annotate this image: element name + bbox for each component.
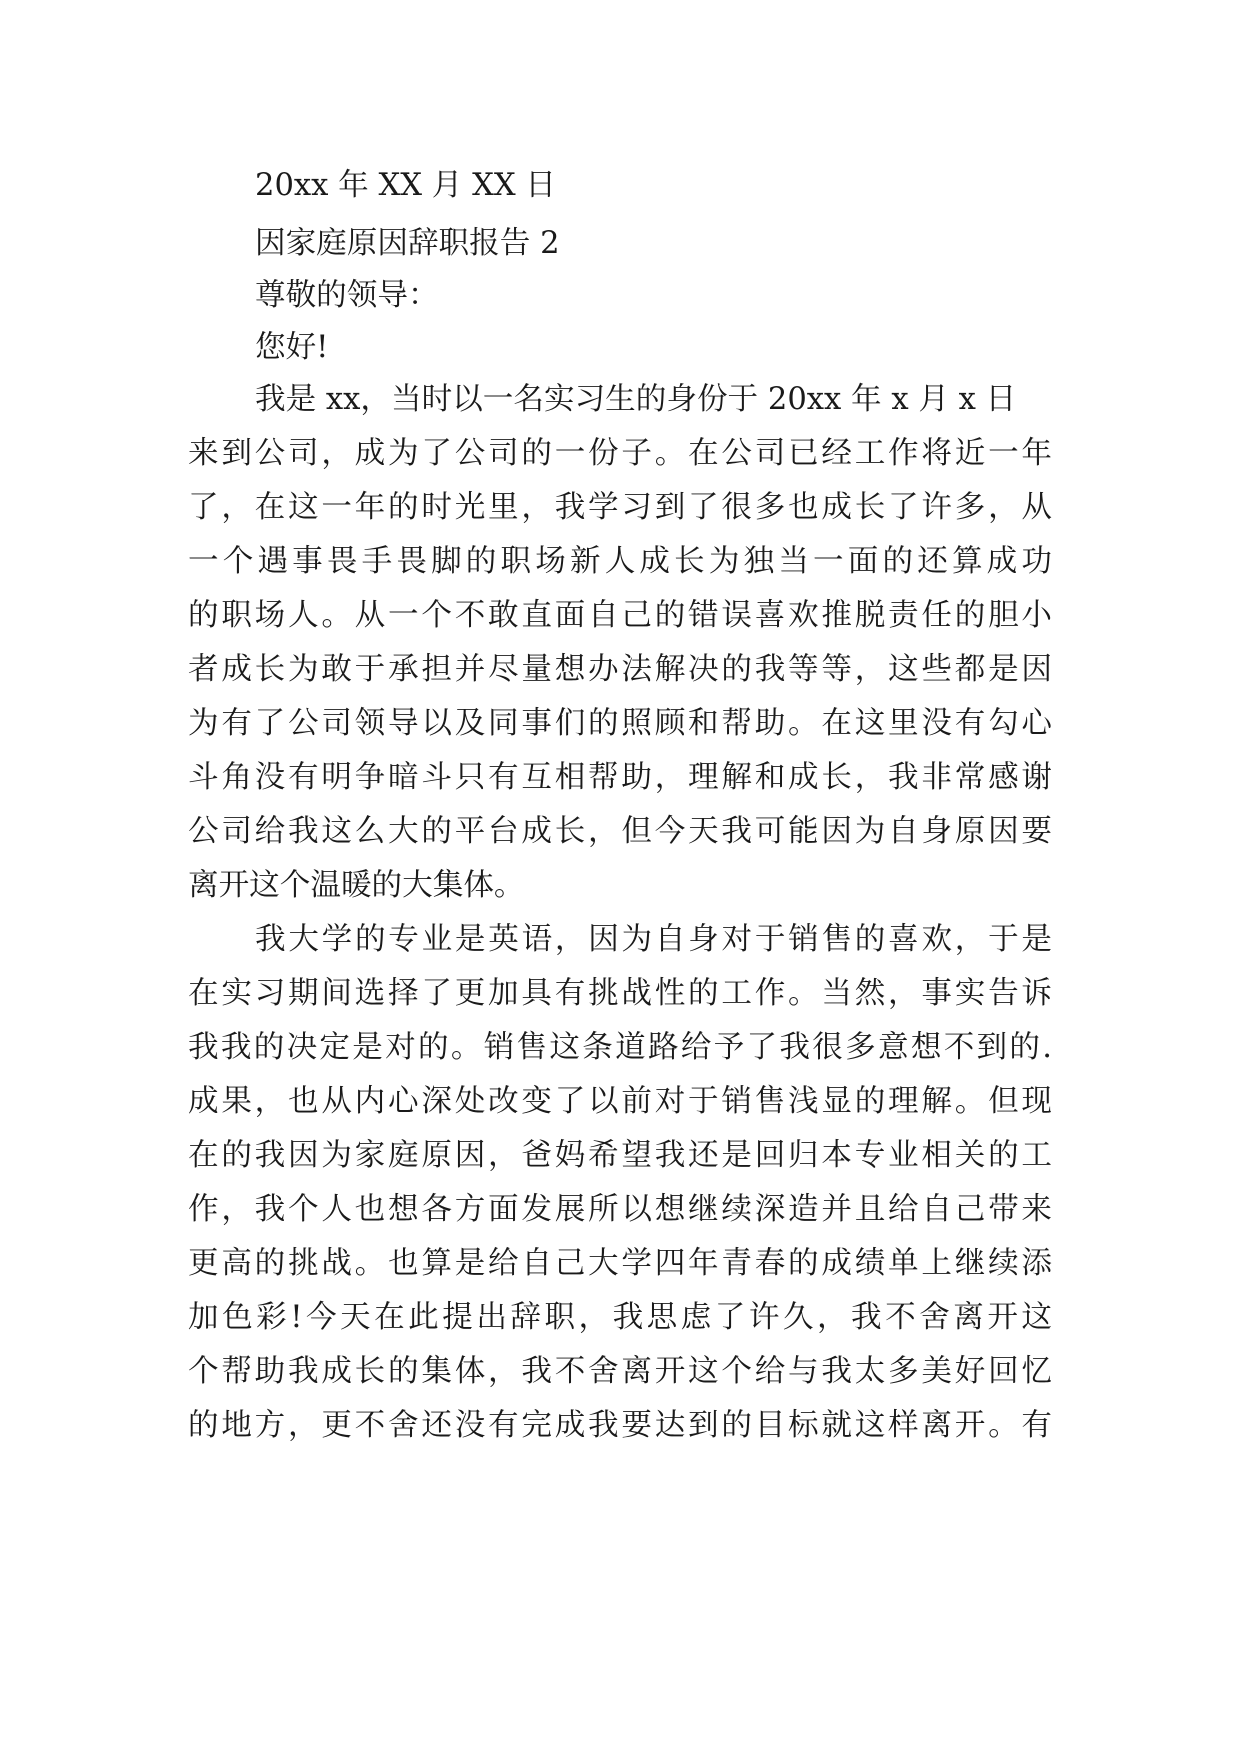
paragraph-1-line: 为有了公司领导以及同事们的照顾和帮助。在这里没有勾心 (188, 706, 1052, 741)
document-title: 因家庭原因辞职报告 2 (255, 226, 560, 261)
paragraph-2-line: 个帮助我成长的集体，我不舍离开这个给与我太多美好回忆 (188, 1354, 1052, 1389)
salutation: 尊敬的领导： (255, 278, 439, 313)
paragraph-2-line: 在的我因为家庭原因，爸妈希望我还是回归本专业相关的工 (188, 1138, 1052, 1173)
paragraph-1-line: 者成长为敢于承担并尽量想办法解决的我等等，这些都是因 (188, 652, 1052, 687)
paragraph-1-line: 我是 xx，当时以一名实习生的身份于 20xx 年 x 月 x 日 (255, 382, 1017, 417)
paragraph-1-line: 斗角没有明争暗斗只有互相帮助，理解和成长，我非常感谢 (188, 760, 1052, 795)
paragraph-2-line: 我我的决定是对的。销售这条道路给予了我很多意想不到的. (188, 1030, 1052, 1065)
paragraph-1-line: 了，在这一年的时光里，我学习到了很多也成长了许多，从 (188, 490, 1052, 525)
paragraph-2-line: 的地方，更不舍还没有完成我要达到的目标就这样离开。有 (188, 1408, 1052, 1443)
paragraph-1-line: 一个遇事畏手畏脚的职场新人成长为独当一面的还算成功 (188, 544, 1052, 579)
date-line: 20xx 年 XX 月 XX 日 (255, 168, 556, 203)
paragraph-2-line: 作，我个人也想各方面发展所以想继续深造并且给自己带来 (188, 1192, 1052, 1227)
paragraph-2-line: 在实习期间选择了更加具有挑战性的工作。当然，事实告诉 (188, 976, 1052, 1011)
paragraph-2-line: 加色彩!今天在此提出辞职，我思虑了许久，我不舍离开这 (188, 1300, 1052, 1335)
paragraph-2-line: 成果，也从内心深处改变了以前对于销售浅显的理解。但现 (188, 1084, 1052, 1119)
paragraph-1-line: 公司给我这么大的平台成长，但今天我可能因为自身原因要 (188, 814, 1052, 849)
paragraph-2-line: 我大学的专业是英语，因为自身对于销售的喜欢，于是 (255, 922, 1052, 957)
greeting: 您好! (255, 330, 329, 365)
paragraph-1-line: 来到公司，成为了公司的一份子。在公司已经工作将近一年 (188, 436, 1052, 471)
paragraph-1-line: 离开这个温暖的大集体。 (188, 868, 525, 903)
paragraph-2-line: 更高的挑战。也算是给自己大学四年青春的成绩单上继续添 (188, 1246, 1052, 1281)
paragraph-1-line: 的职场人。从一个不敢直面自己的错误喜欢推脱责任的胆小 (188, 598, 1052, 633)
